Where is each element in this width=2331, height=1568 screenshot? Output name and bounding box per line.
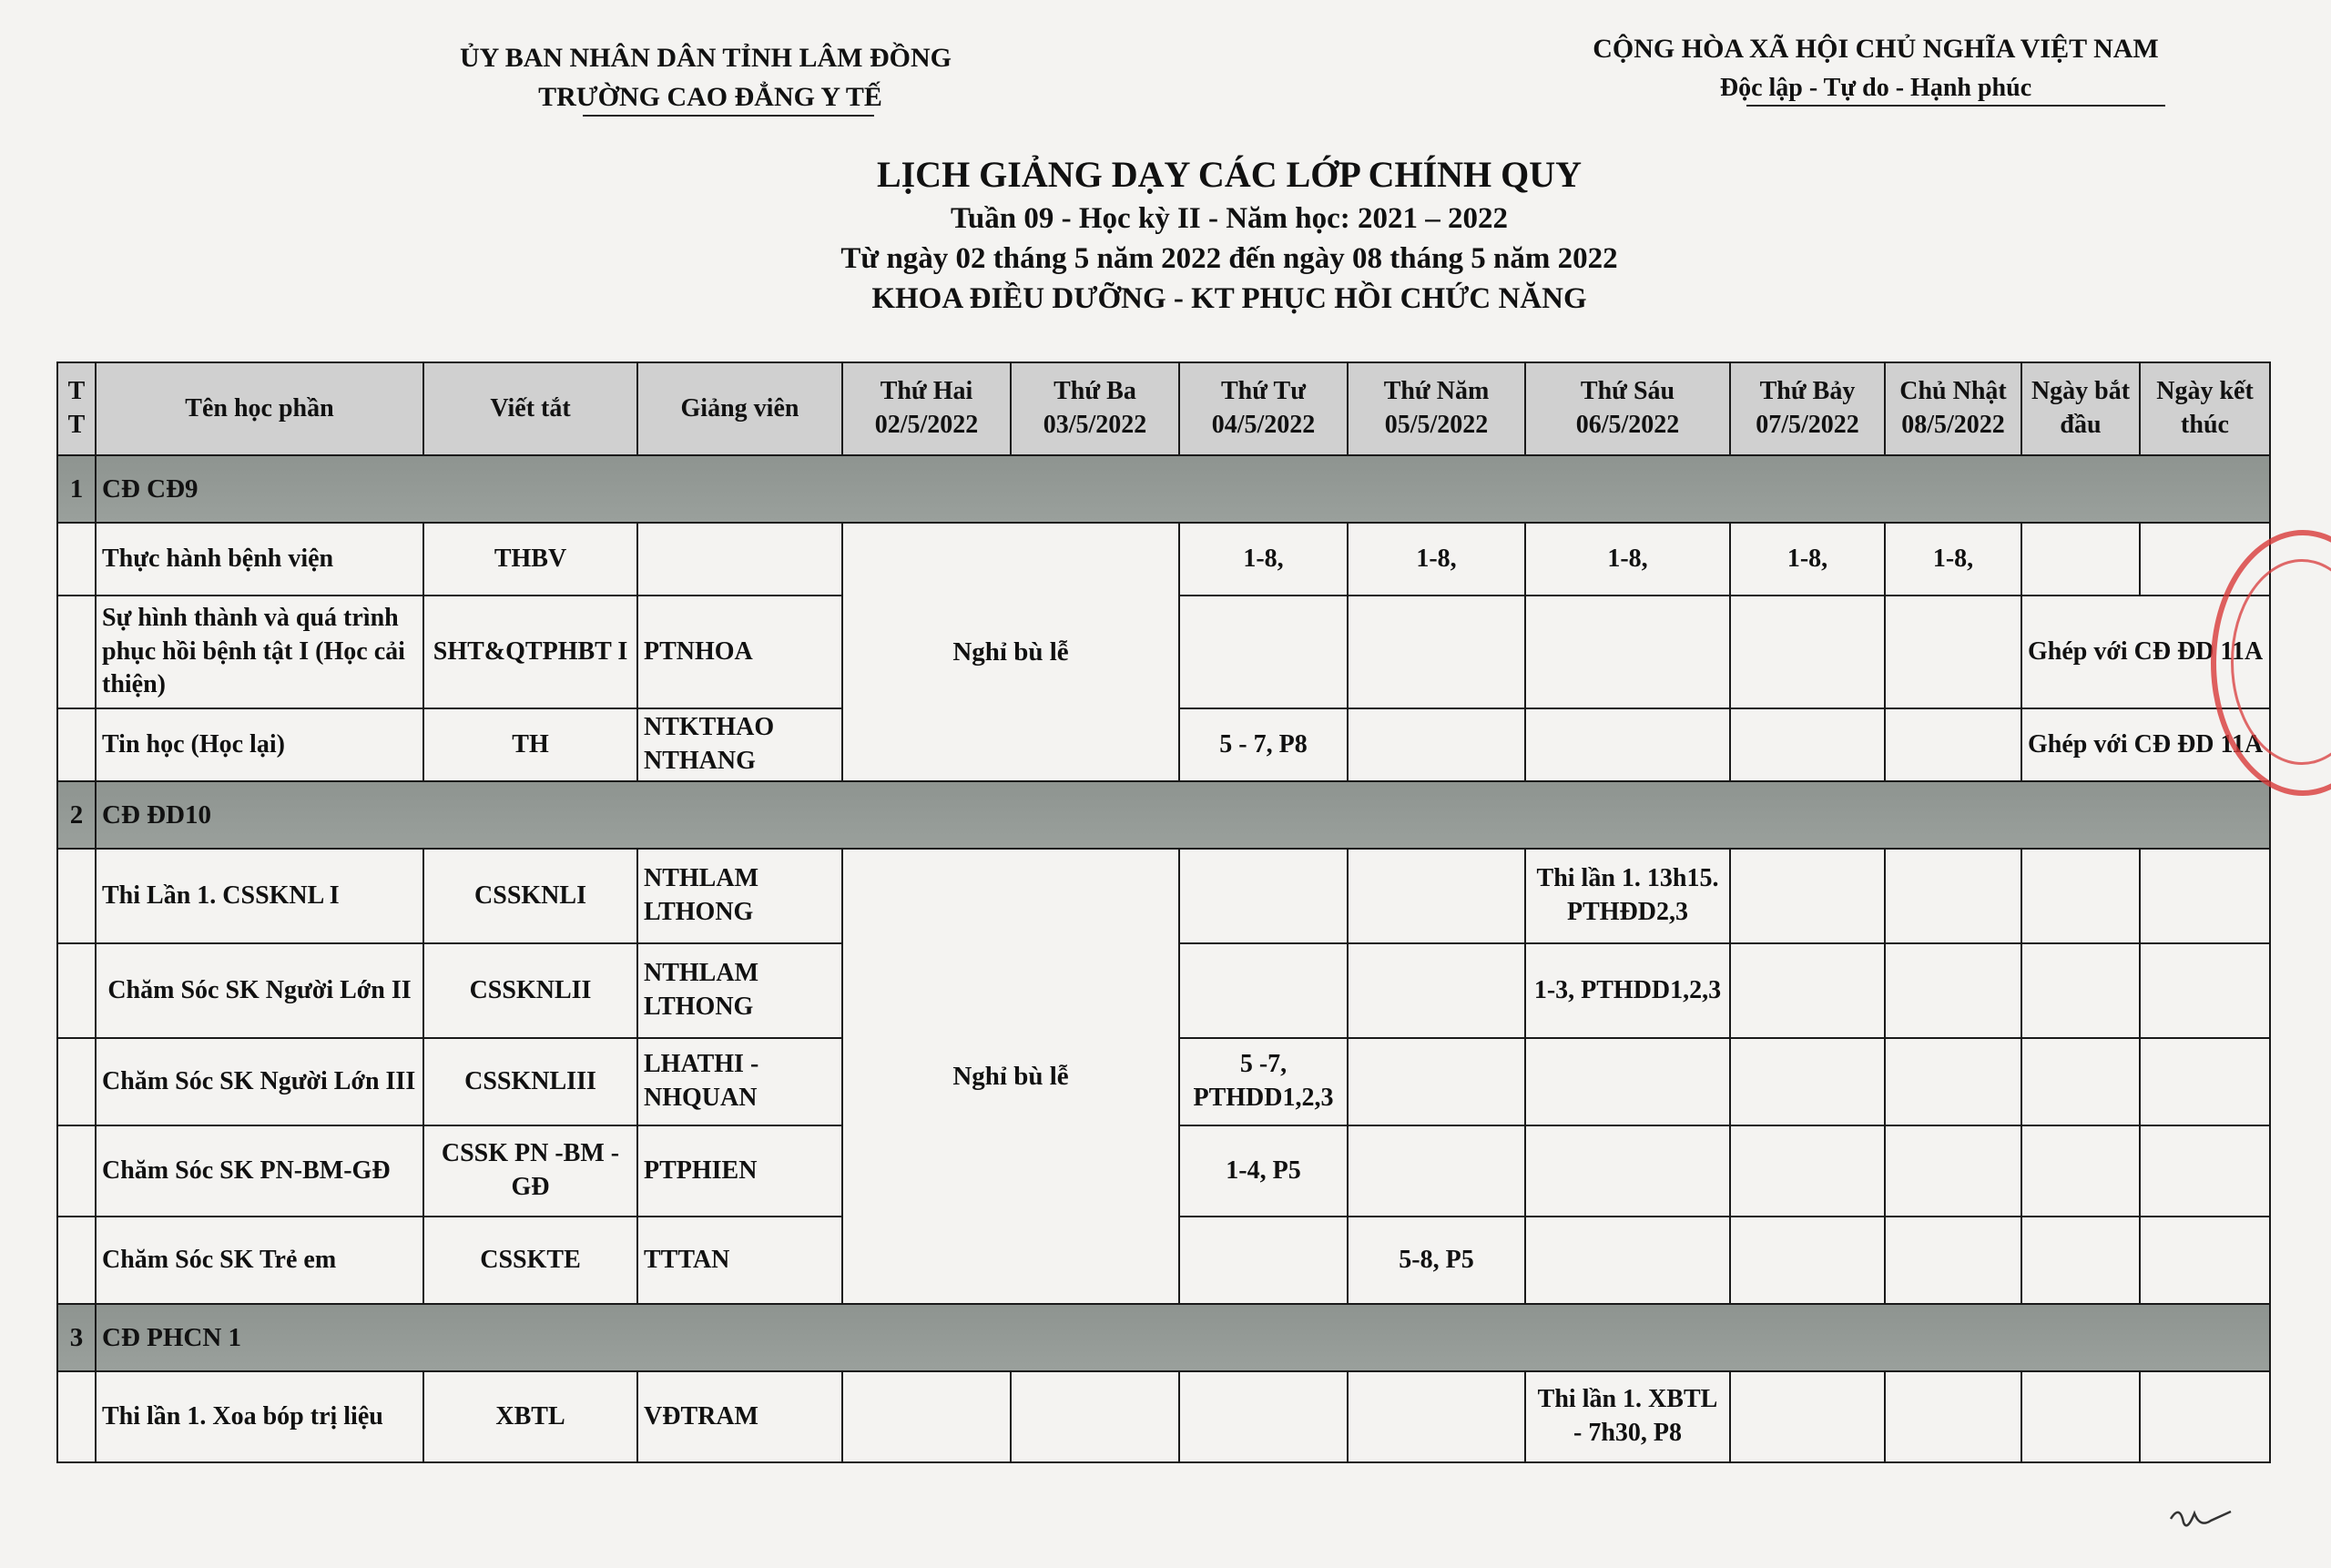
col-start: Ngày bắt đầu <box>2021 362 2140 455</box>
subject-cell: Chăm Sóc SK Người Lớn III <box>96 1038 423 1125</box>
subject-cell: Sự hình thành và quá trình phục hồi bệnh tật I (Học cải thiện) <box>96 596 423 708</box>
holiday-cell: Nghỉ bù lễ <box>842 523 1179 781</box>
abbr-cell: CSSKNLII <box>423 943 637 1038</box>
abbr-cell: TH <box>423 708 637 781</box>
abbr-cell: CSSKNLI <box>423 849 637 943</box>
col-tt: T T <box>57 362 96 455</box>
thu-cell: 1-8, <box>1348 523 1525 596</box>
lecturer-cell: PTNHOA <box>637 596 842 708</box>
sun-cell: 1-8, <box>1885 523 2021 596</box>
table-row <box>57 523 2270 596</box>
col-thu: Thứ Năm 05/5/2022 <box>1348 362 1525 455</box>
lecturer-cell: NTHLAM LTHONG <box>637 943 842 1038</box>
subject-cell: Thi lần 1. Xoa bóp trị liệu <box>96 1371 423 1462</box>
school-name: TRƯỜNG CAO ĐẲNG Y TẾ <box>538 82 882 112</box>
fri-cell: 1-8, <box>1525 523 1730 596</box>
abbr-cell: CSSK PN -BM - GĐ <box>423 1125 637 1217</box>
org-name: ỦY BAN NHÂN DÂN TỈNH LÂM ĐỒNG <box>459 43 952 73</box>
holiday-cell: Nghỉ bù lễ <box>842 849 1179 1304</box>
col-mon: Thứ Hai 02/5/2022 <box>842 362 1011 455</box>
national-title: CỘNG HÒA XÃ HỘI CHỦ NGHĨA VIỆT NAM <box>1593 34 2159 64</box>
col-sat: Thứ Bảy 07/5/2022 <box>1730 362 1885 455</box>
col-lecturer: Giảng viên <box>637 362 842 455</box>
lecturer-cell <box>637 523 842 596</box>
subject-cell: Chăm Sóc SK PN-BM-GĐ <box>96 1125 423 1217</box>
wed-cell: 5 -7, PTHDD1,2,3 <box>1179 1038 1348 1125</box>
col-fri: Thứ Sáu 06/5/2022 <box>1525 362 1730 455</box>
group-index: 1 <box>57 455 96 523</box>
subject-cell: Chăm Sóc SK Người Lớn II <box>96 943 423 1038</box>
merge-note: Ghép với CĐ ĐD 11A <box>2021 596 2270 708</box>
col-subject: Tên học phần <box>96 362 423 455</box>
table-row <box>57 1371 2270 1462</box>
merge-note: Ghép với CĐ ĐD 11A <box>2021 708 2270 781</box>
col-tue: Thứ Ba 03/5/2022 <box>1011 362 1179 455</box>
subject-cell: Chăm Sóc SK Trẻ em <box>96 1217 423 1304</box>
lecturer-cell: VĐTRAM <box>637 1371 842 1462</box>
col-abbr: Viết tắt <box>423 362 637 455</box>
group-index: 2 <box>57 781 96 849</box>
week-info: Tuần 09 - Học kỳ II - Năm học: 2021 – 2022 <box>950 202 1509 235</box>
abbr-cell: SHT&QTPHBT I <box>423 596 637 708</box>
thu-cell: 5-8, P5 <box>1348 1217 1525 1304</box>
lecturer-cell: PTPHIEN <box>637 1125 842 1217</box>
signature-mark <box>2167 1501 2240 1537</box>
group-name: CĐ PHCN 1 <box>96 1304 2270 1371</box>
subject-cell: Tin học (Học lại) <box>96 708 423 781</box>
group-row <box>57 781 2270 849</box>
sat-cell: 1-8, <box>1730 523 1885 596</box>
wed-cell: 1-4, P5 <box>1179 1125 1348 1217</box>
table-row <box>57 849 2270 943</box>
school-underline <box>583 115 874 117</box>
header-row <box>57 362 2270 455</box>
fri-cell: 1-3, PTHDD1,2,3 <box>1525 943 1730 1038</box>
subject-cell: Thi Lần 1. CSSKNL I <box>96 849 423 943</box>
lecturer-cell: LHATHI - NHQUAN <box>637 1038 842 1125</box>
lecturer-cell: NTKTHAO NTHANG <box>637 708 842 781</box>
subject-cell: Thực hành bệnh viện <box>96 523 423 596</box>
group-name: CĐ CĐ9 <box>96 455 2270 523</box>
col-sun: Chủ Nhật 08/5/2022 <box>1885 362 2021 455</box>
group-index: 3 <box>57 1304 96 1371</box>
wed-cell: 5 - 7, P8 <box>1179 708 1348 781</box>
group-row <box>57 1304 2270 1371</box>
abbr-cell: XBTL <box>423 1371 637 1462</box>
fri-cell: Thi lần 1. 13h15. PTHĐD2,3 <box>1525 849 1730 943</box>
lecturer-cell: NTHLAM LTHONG <box>637 849 842 943</box>
abbr-cell: CSSKTE <box>423 1217 637 1304</box>
motto-underline <box>1746 105 2165 107</box>
national-motto: Độc lập - Tự do - Hạnh phúc <box>1719 74 2032 102</box>
col-wed: Thứ Tư 04/5/2022 <box>1179 362 1348 455</box>
date-range: Từ ngày 02 tháng 5 năm 2022 đến ngày 08 tháng 5 năm 2022 <box>840 242 1618 275</box>
document-title: LỊCH GIẢNG DẠY CÁC LỚP CHÍNH QUY <box>876 154 1583 195</box>
wed-cell: 1-8, <box>1179 523 1348 596</box>
fri-cell: Thi lần 1. XBTL - 7h30, P8 <box>1525 1371 1730 1462</box>
schedule-table <box>56 361 2271 1463</box>
col-end: Ngày kết thúc <box>2140 362 2270 455</box>
group-row <box>57 455 2270 523</box>
faculty-name: KHOA ĐIỀU DƯỠNG - KT PHỤC HỒI CHỨC NĂNG <box>871 282 1587 315</box>
abbr-cell: CSSKNLIII <box>423 1038 637 1125</box>
group-name: CĐ ĐD10 <box>96 781 2270 849</box>
lecturer-cell: TTTAN <box>637 1217 842 1304</box>
abbr-cell: THBV <box>423 523 637 596</box>
